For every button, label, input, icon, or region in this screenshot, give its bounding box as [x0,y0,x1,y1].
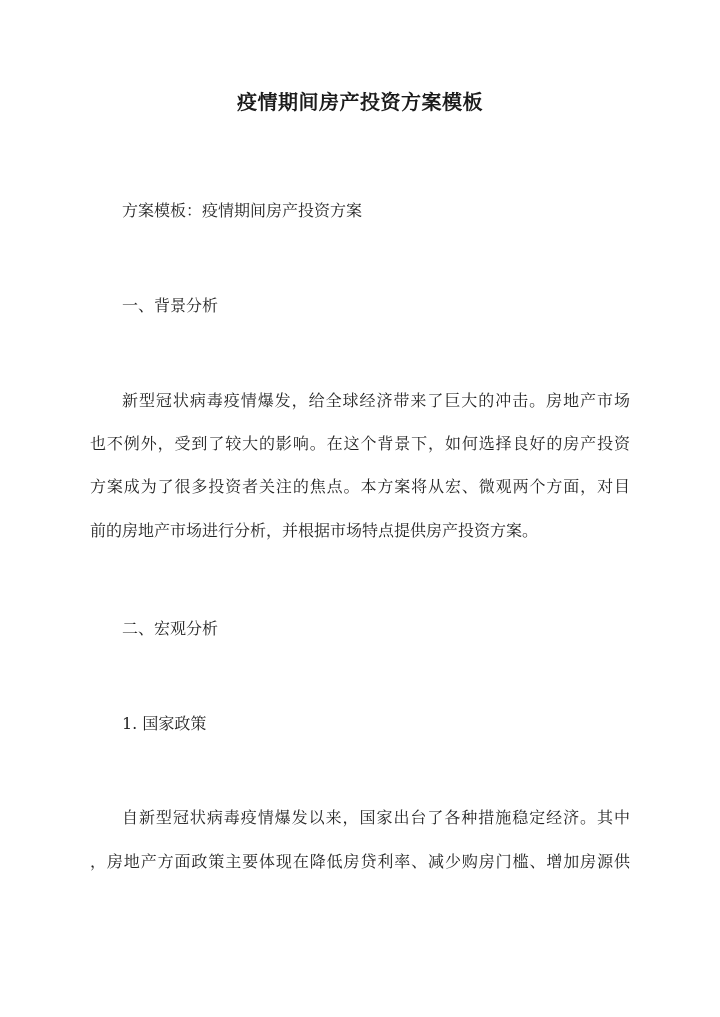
paragraph-line: 方案成为了很多投资者关注的焦点。本方案将从宏、微观两个方面，对目 [90,477,630,496]
subtitle-line: 方案模板：疫情期间房产投资方案 [122,201,363,220]
paragraph-line: 自新型冠状病毒疫情爆发以来，国家出台了各种措施稳定经济。其中 [122,808,630,827]
paragraph-line: 前的房地产市场进行分析，并根据市场特点提供房产投资方案。 [90,521,539,540]
paragraph-line: ，房地产方面政策主要体现在降低房贷利率、减少购房门槛、增加房源供 [90,852,630,871]
section-heading-background: 一、背景分析 [122,296,219,315]
document-title: 疫情期间房产投资方案模板 [237,90,483,114]
section-heading-macro: 二、宏观分析 [122,619,219,638]
subsection-heading-policy: 1. 国家政策 [122,714,207,733]
paragraph-line: 新型冠状病毒疫情爆发，给全球经济带来了巨大的冲击。房地产市场 [122,391,630,410]
paragraph-line: 也不例外，受到了较大的影响。在这个背景下，如何选择良好的房产投资 [90,434,630,453]
